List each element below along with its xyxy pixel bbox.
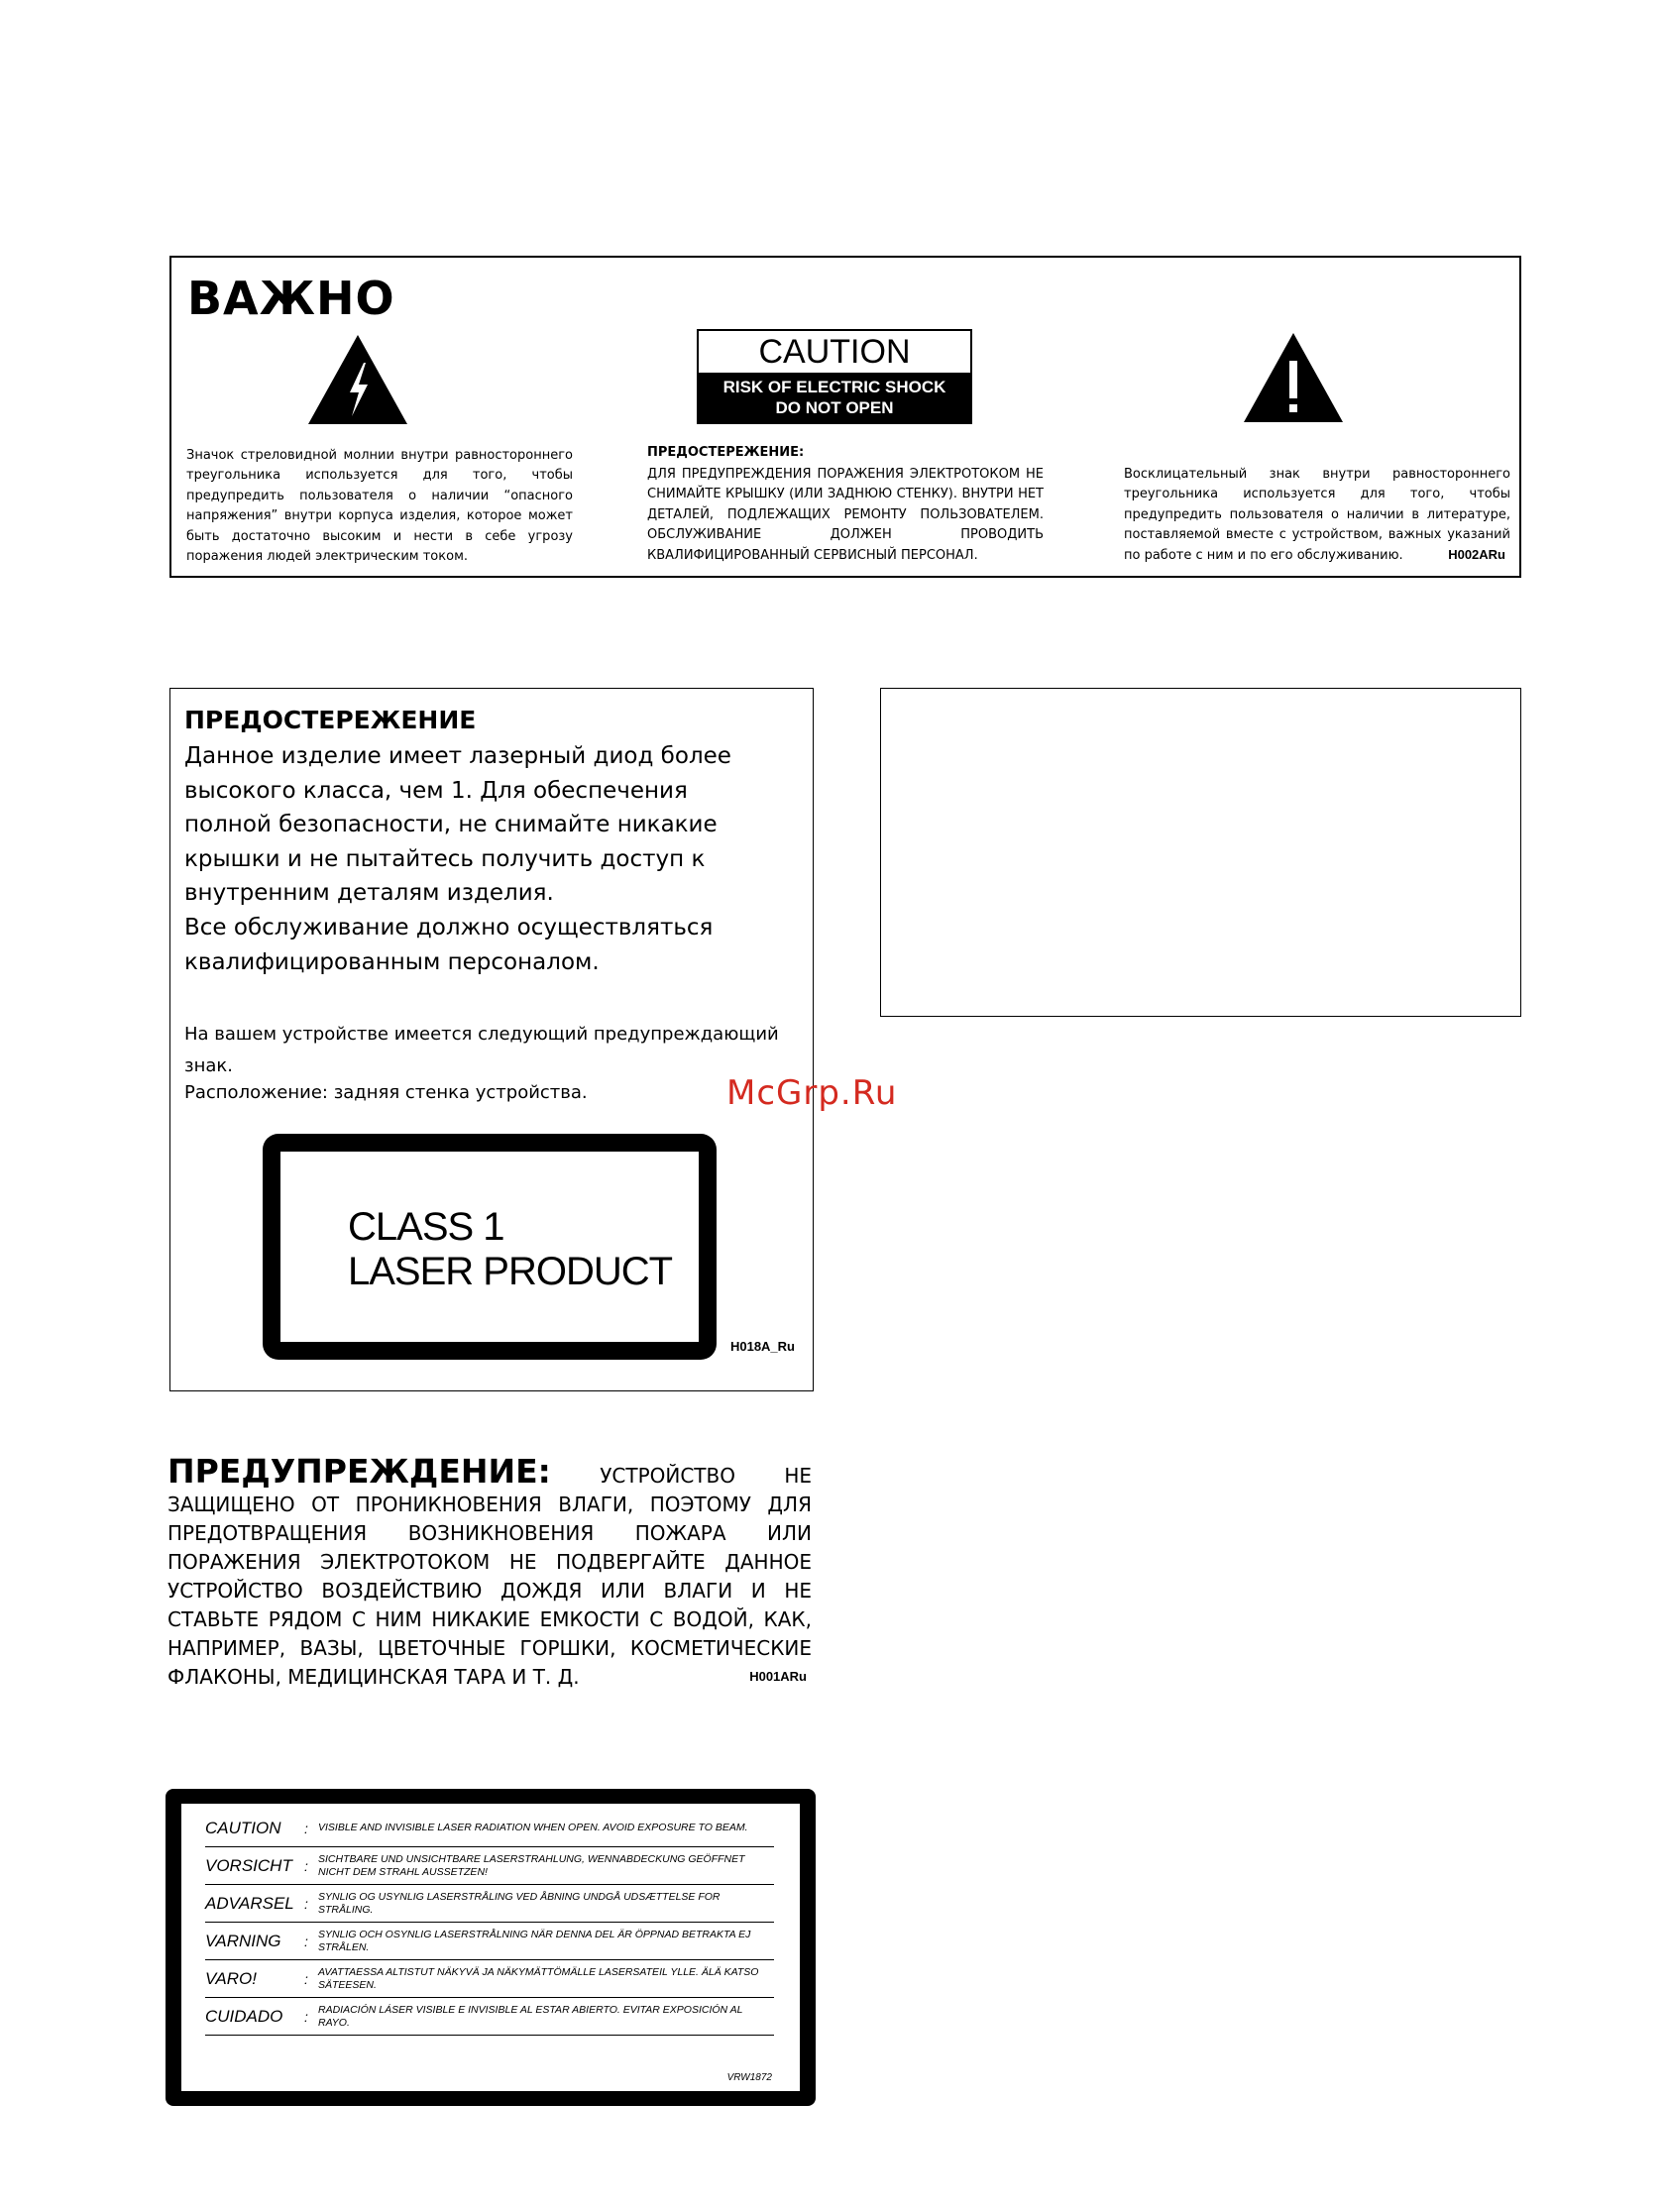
important-notice-box	[169, 256, 1521, 578]
class1-line: CLASS 1	[348, 1205, 504, 1249]
label-row-colon: :	[304, 2008, 308, 2025]
moisture-warning	[167, 1452, 813, 1692]
document-code: H018A_Ru	[729, 1339, 795, 1354]
label-row-text: VISIBLE AND INVISIBLE LASER RADIATION WHEN OPEN. AVOID EXPOSURE TO BEAM.	[318, 1822, 748, 1833]
label-row-text: SICHTBARE UND UNSICHTBARE LASERSTRAHLUNG, WENNABDECKUNG GEÖFFNET NICHT DEM STRAHL AUSSETZEN!	[318, 1852, 745, 1878]
laser-service-paragraph: Все обслуживание должно осуществляться квалифицированным персоналом.	[184, 914, 714, 975]
label-row-word: ADVARSEL	[205, 1893, 294, 1913]
label-row	[205, 1960, 774, 1998]
laser-caution-body	[184, 739, 779, 979]
label-row-text: AVATTAESSA ALTISTUT NÄKYVÄ JA NÄKYMÄTTÖMÄLLE LASERSATEIL YLLE. ÄLÄ KATSO SÄTEESEN.	[318, 1965, 759, 1991]
laser-caution-paragraph: Данное изделие имеет лазерный диод более высокого класса, чем 1. Для обеспечения полной безопасности, не снимайте никакие крышки и не пытайтесь получить доступ к внутренним деталям изделия.	[184, 743, 731, 907]
multilingual-laser-label	[166, 1789, 816, 2106]
label-row-colon: :	[304, 1857, 308, 1874]
label-row-colon: :	[304, 1895, 308, 1912]
label-row	[205, 1885, 774, 1923]
label-row-text: SYNLIG OG USYNLIG LASERSTRÅLING VED ÅBNING UNDGÅ UDSÆTTELSE FOR STRÅLING.	[318, 1890, 721, 1916]
lightning-warning-icon	[306, 333, 409, 426]
multilingual-laser-label-inner	[181, 1804, 800, 2091]
caution-label	[697, 329, 972, 424]
exclamation-symbol-description: Восклицательный знак внутри равностороннего треугольника используется для того, чтобы предупредить пользователя о наличии в литературе, поставляемой вместе с устройством, важных указаний по работе с ним и по его обслуживанию.	[1124, 467, 1510, 563]
caution-label-line2: DO NOT OPEN	[775, 398, 894, 417]
empty-notice-box	[880, 688, 1521, 1017]
label-row-colon: :	[304, 1820, 308, 1836]
label-row-colon: :	[304, 1970, 308, 1987]
caution-description: ДЛЯ ПРЕДУПРЕЖДЕНИЯ ПОРАЖЕНИЯ ЭЛЕКТРОТОКОМ НЕ СНИМАЙТЕ КРЫШКУ (ИЛИ ЗАДНЮЮ СТЕНКУ). ВНУТРИ НЕТ ДЕТАЛЕЙ, ПОДЛЕЖАЩИХ РЕМОНТУ ПОЛЬЗОВАТЕЛЕМ. ОБСЛУЖИВАНИЕ ДОЛЖЕН ПРОВОДИТЬ КВАЛИФИЦИРОВАННЫЙ СЕРВИСНЫЙ ПЕРСОНАЛ.	[647, 467, 1044, 563]
watermark: McGrp.Ru	[726, 1073, 898, 1113]
laser-label-note: На вашем устройстве имеется следующий предупреждающий знак.	[184, 1024, 779, 1076]
label-row-word: VORSICHT	[205, 1855, 292, 1875]
class1-laser-label	[263, 1134, 717, 1360]
laser-caution-box	[169, 688, 814, 1391]
moisture-warning-text	[167, 1452, 813, 1692]
label-row-text: SYNLIG OCH OSYNLIG LASERSTRÅLNING NÄR DENNA DEL ÄR ÖPPNAD BETRAKTA EJ STRÅLEN.	[318, 1928, 751, 1953]
caution-label-title: CAUTION	[758, 333, 911, 371]
label-row-word: CUIDADO	[205, 2006, 283, 2026]
laser-label-location: Расположение: задняя стенка устройства.	[184, 1082, 588, 1103]
label-row	[205, 1810, 774, 1847]
exclamation-warning-icon	[1242, 331, 1345, 424]
label-code: VRW1872	[726, 2072, 772, 2083]
laser-product-line: LASER PRODUCT	[348, 1250, 673, 1293]
label-row	[205, 1923, 774, 1960]
label-row-word: VARO!	[205, 1968, 257, 1988]
document-code: H001ARu	[749, 1669, 807, 1684]
caution-label-line1: RISK OF ELECTRIC SHOCK	[722, 378, 946, 396]
label-row-word: VARNING	[205, 1931, 281, 1950]
moisture-warning-heading: ПРЕДУПРЕЖДЕНИЕ:	[167, 1452, 551, 1491]
label-row-colon: :	[304, 1933, 308, 1949]
label-row	[205, 1998, 774, 2036]
laser-caution-heading: ПРЕДОСТЕРЕЖЕНИЕ	[184, 706, 477, 734]
caution-label-warning	[699, 373, 970, 422]
label-row	[205, 1847, 774, 1885]
document-code: H002ARu	[1448, 547, 1505, 562]
class1-laser-label-text	[348, 1205, 672, 1294]
label-row-word: CAUTION	[205, 1818, 281, 1837]
label-row-text: RADIACIÓN LÁSER VISIBLE E INVISIBLE AL ESTAR ABIERTO. EVITAR EXPOSICIÓN AL RAYO.	[318, 2003, 743, 2029]
lightning-symbol-description: Значок стреловидной молнии внутри равностороннего треугольника используется для того, чтобы предупредить пользователя о наличии “опасного напряжения” внутри корпуса изделия, которое может быть достаточно высоким и нести в себе угрозу поражения людей электрическим током.	[186, 448, 573, 565]
moisture-warning-body: УСТРОЙСТВО НЕ ЗАЩИЩЕНО ОТ ПРОНИКНОВЕНИЯ ВЛАГИ, ПОЭТОМУ ДЛЯ ПРЕДОТВРАЩЕНИЯ ВОЗНИКНОВЕНИЯ ПОЖАРА ИЛИ ПОРАЖЕНИЯ ЭЛЕКТРОТОКОМ НЕ ПОДВЕРГАЙТЕ ДАННОЕ УСТРОЙСТВО ВОЗДЕЙСТВИЮ ДОЖДЯ ИЛИ ВЛАГИ И НЕ СТАВЬТЕ РЯДОМ С НИМ НИКАКИЕ ЕМКОСТИ С ВОДОЙ, КАК, НАПРИМЕР, ВАЗЫ, ЦВЕТОЧНЫЕ ГОРШКИ, КОСМЕТИЧЕСКИЕ ФЛАКОНЫ, МЕДИЦИНСКАЯ ТАРА И Т. Д.	[167, 1464, 813, 1689]
important-title: ВАЖНО	[187, 272, 395, 325]
caution-heading: ПРЕДОСТЕРЕЖЕНИЕ:	[647, 445, 805, 460]
